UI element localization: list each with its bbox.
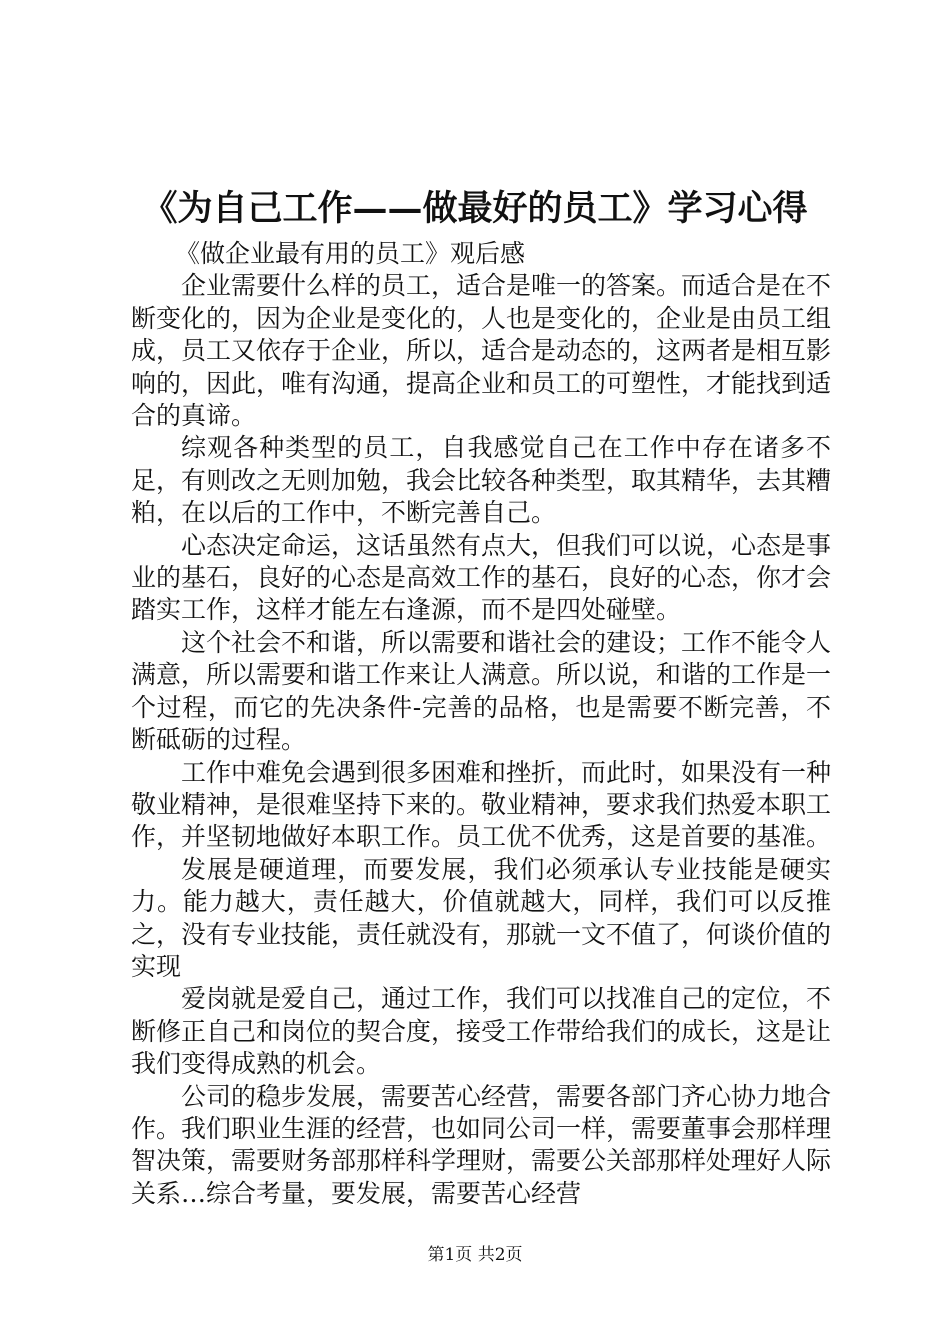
paragraph-8: 公司的稳步发展，需要苦心经营，需要各部门齐心协力地合作。我们职业生涯的经营，也如同公司一样，需要董事会那样理智决策，需要财务部那样科学理财，需要公关部那样处理好人际关系…综合考量，要发展，需要苦心经营	[131, 1081, 832, 1208]
paragraph-6: 发展是硬道理，而要发展，我们必须承认专业技能是硬实力。能力越大，责任越大，价值就越大，同样，我们可以反推之，没有专业技能，责任就没有，那就一文不值了，何谈价值的实现	[131, 854, 832, 981]
page-number-footer: 第1页 共2页	[427, 1245, 523, 1265]
document-title: 《为自己工作——做最好的员工》学习心得	[142, 188, 808, 229]
paragraph-4: 这个社会不和谐，所以需要和谐社会的建设；工作不能令人满意，所以需要和谐工作来让人满意。所以说，和谐的工作是一个过程，而它的先决条件-完善的品格，也是需要不断完善，不断砥砺的过程。	[131, 627, 832, 755]
paragraph-3: 心态决定命运，这话虽然有点大，但我们可以说，心态是事业的基石，良好的心态是高效工作的基石，良好的心态，你才会踏实工作，这样才能左右逢源，而不是四处碰壁。	[131, 530, 832, 625]
paragraph-7: 爱岗就是爱自己，通过工作，我们可以找准自己的定位，不断修正自己和岗位的契合度，接受工作带给我们的成长，这是让我们变得成熟的机会。	[131, 984, 832, 1079]
paragraph-1: 企业需要什么样的员工，适合是唯一的答案。而适合是在不断变化的，因为企业是变化的，人也是变化的，企业是由员工组成，员工又依存于企业，所以，适合是动态的，这两者是相互影响的，因此，唯有沟通，提高企业和员工的可塑性，才能找到适合的真谛。	[131, 271, 832, 431]
paragraph-2: 综观各种类型的员工，自我感觉自己在工作中存在诸多不足，有则改之无则加勉，我会比较各种类型，取其精华，去其糟粕，在以后的工作中，不断完善自己。	[131, 433, 832, 528]
document-subtitle: 《做企业最有用的员工》观后感	[175, 239, 526, 268]
paragraph-5: 工作中难免会遇到很多困难和挫折，而此时，如果没有一种敬业精神，是很难坚持下来的。敬业精神，要求我们热爱本职工作，并坚韧地做好本职工作。员工优不优秀，这是首要的基准。	[131, 757, 832, 852]
document-body	[131, 238, 831, 1210]
